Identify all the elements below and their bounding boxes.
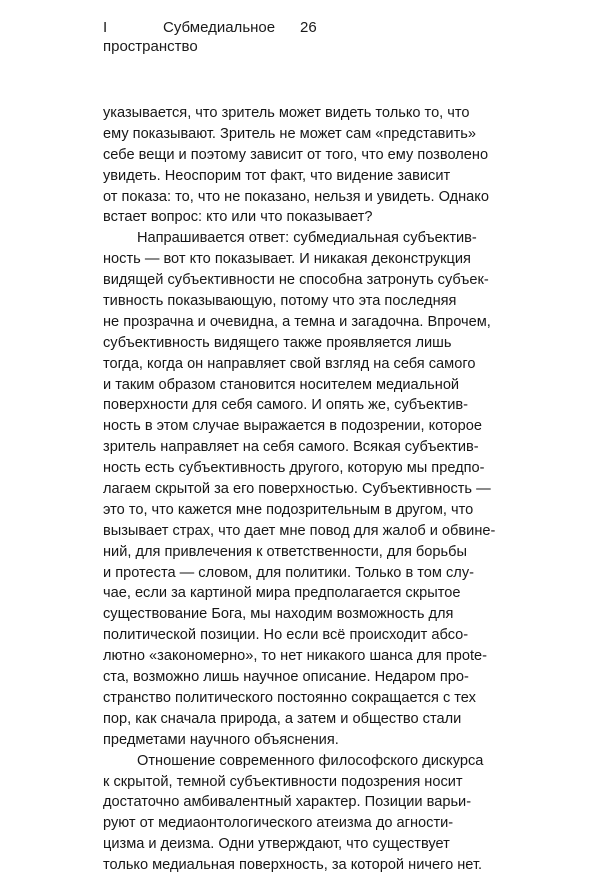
text-line: себе вещи и поэтому зависит от того, что ему позволено [103, 146, 489, 163]
text-line: предметами научного объяснения. [103, 731, 339, 748]
text-line: ность есть субъективность другого, которую мы предпо- [103, 460, 485, 477]
text-line: пор, как сначала природа, а затем и общество стали [103, 710, 462, 727]
text-line: тогда, когда он направляет свой взгляд на себя самого [103, 355, 476, 372]
text-line: чае, если за картиной мира предполагается скрытое [103, 585, 461, 602]
body-text [103, 103, 543, 876]
text-line: поверхности для себя самого. И опять же, субъектив- [103, 397, 469, 414]
text-line: вызывает страх, что дает мне повод для жалоб и обвине- [103, 522, 496, 539]
text-line: зритель направляет на себя самого. Всякая субъектив- [103, 439, 479, 456]
running-header-title-line2: пространство [103, 38, 198, 55]
text-line: ему показывают. Зритель не может сам «представить» [103, 125, 476, 142]
running-header-part: I [103, 19, 108, 36]
text-line: ста, возможно лишь научное описание. Недаром про- [103, 669, 469, 686]
page-number: 26 [300, 19, 317, 36]
text-line: видящей субъективности не способна затронуть субъек- [103, 272, 489, 289]
text-line: руют от медиаонтологического атеизма до агности- [103, 815, 454, 832]
text-line: это то, что кажется мне подозрительным в другом, что [103, 501, 474, 518]
text-line: лагаем скрытой за его поверхностью. Субъективность — [103, 481, 491, 498]
text-line: от показа: то, что не показано, нельзя и увидеть. Однако [103, 188, 489, 205]
text-line: ний, для привлечения к ответственности, для борьбы [103, 543, 467, 560]
text-line: ность в этом случае выражается в подозрении, которое [103, 418, 482, 435]
paragraph-first-line: Отношение современного философского дискурса [137, 752, 484, 769]
text-line: и протеста — словом, для политики. Только в том слу- [103, 564, 474, 581]
text-line: только медиальная поверхность, за которой ничего нет. [103, 857, 483, 874]
text-line: существование Бога, мы находим возможность для [103, 606, 454, 623]
text-line: странство политического постоянно сокращается с тех [103, 689, 476, 706]
text-line: встает вопрос: кто или что показывает? [103, 209, 373, 226]
text-line: и таким образом становится носителем медиальной [103, 376, 460, 393]
text-line: не прозрачна и очевидна, а темна и загадочна. Впрочем, [103, 313, 491, 330]
running-header-title-line1: Субмедиальное [163, 19, 276, 36]
text-line: тивность показывающую, потому что эта последняя [103, 293, 457, 310]
text-line: достаточно амбивалентный характер. Позиции варьи- [103, 794, 472, 811]
text-line: политической позиции. Но если всё происходит абсо- [103, 627, 469, 644]
text-line: субъективность видящего также проявляется лишь [103, 334, 452, 351]
paragraph-first-line: Напрашивается ответ: субмедиальная субъектив- [137, 230, 477, 247]
text-line: лютно «закономерно», то нет никакого шанса для прote- [103, 648, 487, 665]
text-line: ность — вот кто показывает. И никакая деконструкция [103, 251, 471, 268]
text-line: указывается, что зритель может видеть только то, что [103, 105, 470, 121]
text-line: к скрытой, темной субъективности подозрения носит [103, 773, 463, 790]
text-line: цизма и деизма. Одни утверждают, что существует [103, 836, 450, 853]
text-line: увидеть. Неоспорим тот факт, что видение зависит [103, 167, 451, 184]
